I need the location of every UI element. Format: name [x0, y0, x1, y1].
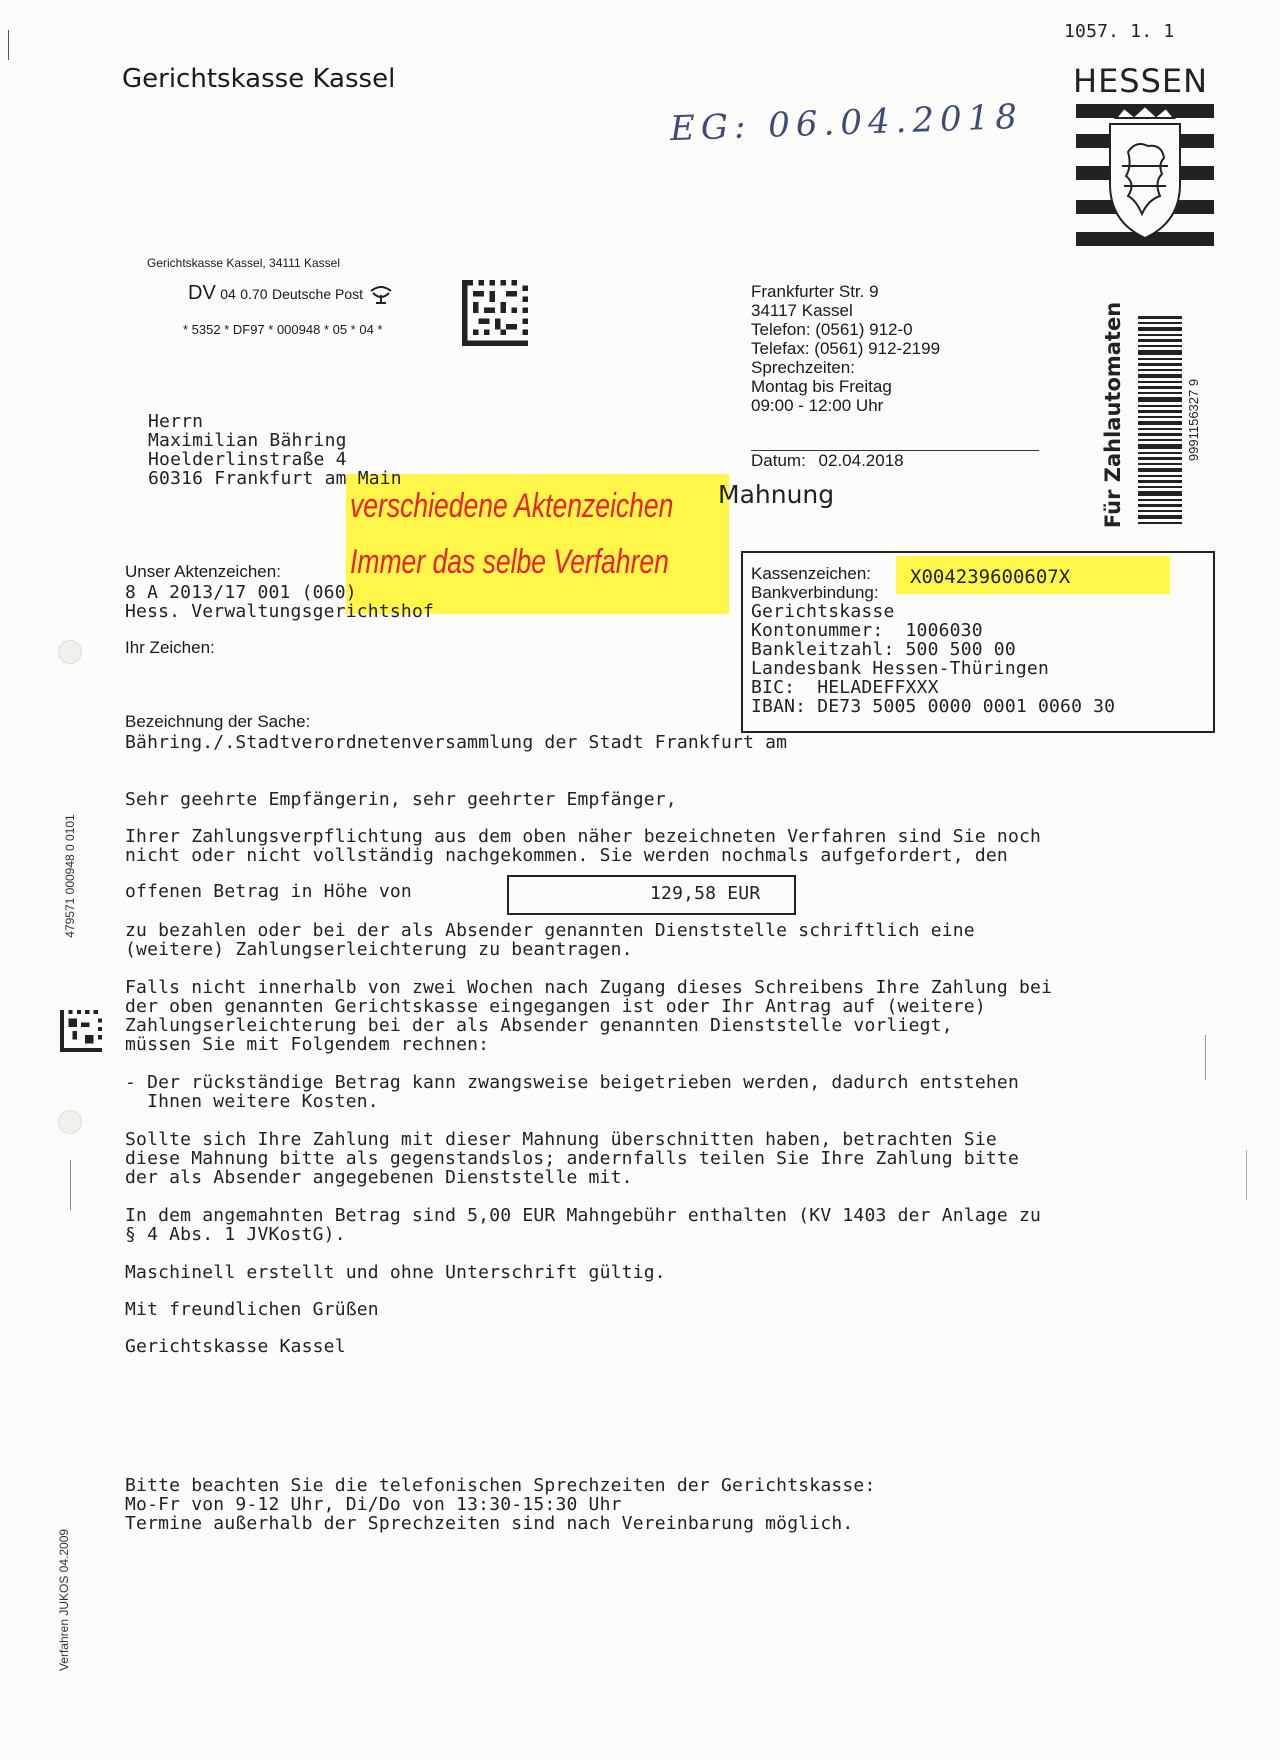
bank-details: [751, 602, 1115, 716]
paragraph-line: nicht oder nicht vollständig nachgekommen. Sie werden nochmals aufgefordert, den: [125, 845, 1008, 866]
date-label: Datum:: [751, 451, 806, 470]
date-line: [751, 451, 904, 471]
our-reference-label: Unser Aktenzeichen:: [125, 562, 281, 581]
annotation-line-1: verschiedene Aktenzeichen: [350, 487, 674, 525]
amount-label: offenen Betrag in Höhe von: [125, 881, 412, 902]
sender-title: Gerichtskasse Kassel: [122, 64, 396, 94]
paragraph-line: § 4 Abs. 1 JVKostG).: [125, 1224, 346, 1245]
paragraph-line: Falls nicht innerhalb von zwei Wochen nach Zugang dieses Schreibens Ihre Zahlung bei: [125, 977, 1053, 998]
bank-line: Bankleitzahl: 500 500 00: [751, 639, 1016, 660]
punch-hole: [58, 1110, 82, 1134]
machine-note: Maschinell erstellt und ohne Unterschrift gültig.: [125, 1262, 666, 1283]
payment-barcode: [1138, 316, 1182, 524]
amount-value: 129,58 EUR: [650, 883, 761, 904]
paragraph-line: der als Absender angegebenen Dienststelle mit.: [125, 1167, 633, 1188]
hessen-coat-of-arms-logo: [1076, 104, 1214, 246]
return-address: Gerichtskasse Kassel, 34111 Kassel: [147, 256, 340, 270]
side-reference-code: [58, 800, 80, 952]
date-value: 02.04.2018: [818, 451, 904, 470]
court-name: Hess. Verwaltungsgerichtshof: [125, 601, 435, 622]
kassenzeichen-value: X004239600607X: [910, 566, 1071, 588]
postage-dv: DV: [188, 282, 216, 304]
document-title: Mahnung: [718, 480, 835, 509]
bank-line: Landesbank Hessen-Thüringen: [751, 658, 1049, 679]
postage-code: 04: [220, 286, 236, 302]
form-code: [52, 1525, 74, 1675]
zahlautomaten-label: [1098, 302, 1126, 528]
closing: Mit freundlichen Grüßen: [125, 1299, 379, 1320]
salutation: Sehr geehrte Empfängerin, sehr geehrter Empfänger,: [125, 789, 677, 810]
paragraph-line: (weitere) Zahlungserleichterung zu beantragen.: [125, 939, 633, 960]
scan-mark: [70, 1160, 71, 1210]
datamatrix-code-icon: [462, 280, 528, 346]
side-code-text: 479571 000948 0 0101: [63, 814, 77, 938]
postage-carrier: Deutsche Post: [271, 286, 364, 302]
our-reference: [125, 583, 434, 621]
scan-mark: [1205, 1035, 1206, 1080]
paragraph-line: müssen Sie mit Folgendem rechnen:: [125, 1034, 490, 1055]
state-name: HESSEN: [1073, 62, 1209, 100]
office-line: 09:00 - 12:00 Uhr: [751, 396, 884, 415]
received-stamp: EG: 06.04.2018: [669, 96, 1024, 150]
form-code-text: Verfahren JUKOS 04.2009: [57, 1528, 71, 1672]
paragraph-line: diese Mahnung bitte als gegenstandslos; andernfalls teilen Sie Ihre Zahlung bitte: [125, 1148, 1019, 1169]
annotation-line-2: Immer das selbe Verfahren: [350, 543, 669, 581]
bank-line: Kontonummer: 1006030: [751, 620, 983, 641]
paragraph-line: In dem angemahnten Betrag sind 5,00 EUR Mahngebühr enthalten (KV 1403 der Anlage zu: [125, 1205, 1042, 1226]
matter-value: Bähring./.Stadtverordnetenversammlung der Stadt Frankfurt am: [125, 732, 788, 753]
paragraph-line: Ihrer Zahlungsverpflichtung aus dem oben näher bezeichneten Verfahren sind Sie noch: [125, 826, 1042, 847]
footer-line: Bitte beachten Sie die telefonischen Sprechzeiten der Gerichtskasse:: [125, 1475, 876, 1496]
punch-hole: [58, 640, 82, 664]
signature: Gerichtskasse Kassel: [125, 1336, 346, 1357]
matter-label: Bezeichnung der Sache:: [125, 712, 311, 731]
zahlautomaten-text: Für Zahlautomaten: [1101, 302, 1125, 528]
side-datamatrix-icon: [60, 1010, 102, 1052]
kassenzeichen-label: Kassenzeichen:: [751, 564, 872, 583]
office-line: Sprechzeiten:: [751, 358, 855, 377]
office-line: Montag bis Freitag: [751, 377, 892, 396]
post-horn-icon: [368, 285, 394, 305]
postage-id: * 5352 * DF97 * 000948 * 05 * 04 *: [183, 322, 383, 337]
recipient-address: [148, 412, 402, 488]
footer-line: Termine außerhalb der Sprechzeiten sind nach Vereinbarung möglich.: [125, 1513, 854, 1534]
paragraph-line: Sollte sich Ihre Zahlung mit dieser Mahnung überschnitten haben, betrachten Sie: [125, 1129, 997, 1150]
bullet-line: - Der rückständige Betrag kann zwangsweise beigetrieben werden, dadurch entstehen: [125, 1072, 1019, 1093]
footer-line: Mo-Fr von 9-12 Uhr, Di/Do von 13:30-15:30 Uhr: [125, 1494, 622, 1515]
bullet-line: Ihnen weitere Kosten.: [125, 1091, 379, 1112]
handwritten-annotation: [350, 478, 673, 590]
recipient-line: Maximilian Bähring: [148, 430, 347, 451]
paragraph-line: der oben genannten Gerichtskasse eingegangen ist oder Ihr Antrag auf (weitere): [125, 996, 986, 1017]
bank-line: BIC: HELADEFFXXX: [751, 677, 939, 698]
bank-line: IBAN: DE73 5005 0000 0001 0060 30: [751, 696, 1116, 717]
office-line: Frankfurter Str. 9: [751, 282, 879, 301]
recipient-line: Herrn: [148, 411, 204, 432]
office-line: Telefax: (0561) 912-2199: [751, 339, 941, 358]
barcode-number: [1186, 316, 1202, 524]
document-code: 1057. 1. 1: [1064, 21, 1175, 42]
recipient-line: Hoelderlinstraße 4: [148, 449, 347, 470]
your-reference-label: Ihr Zeichen:: [125, 638, 215, 657]
barcode-number-text: 9991156327 9: [1186, 378, 1201, 462]
bank-label: Bankverbindung:: [751, 583, 879, 602]
postage-imprint: [188, 282, 394, 305]
scan-mark: [1246, 1150, 1247, 1200]
office-line: Telefon: (0561) 912-0: [751, 320, 913, 339]
postage-amount: 0.70: [240, 286, 268, 302]
bank-line: Gerichtskasse: [751, 601, 895, 622]
paragraph-line: Zahlungserleichterung bei der als Absender genannten Dienststelle vorliegt,: [125, 1015, 953, 1036]
recipient-line: 60316 Frankfurt am Main: [148, 468, 402, 489]
our-reference-value: 8 A 2013/17 001 (060): [125, 582, 357, 603]
office-address: [751, 282, 940, 415]
page-edge-line: [8, 30, 9, 60]
paragraph-line: zu bezahlen oder bei der als Absender genannten Dienststelle schriftlich eine: [125, 920, 975, 941]
office-line: 34117 Kassel: [751, 301, 853, 320]
